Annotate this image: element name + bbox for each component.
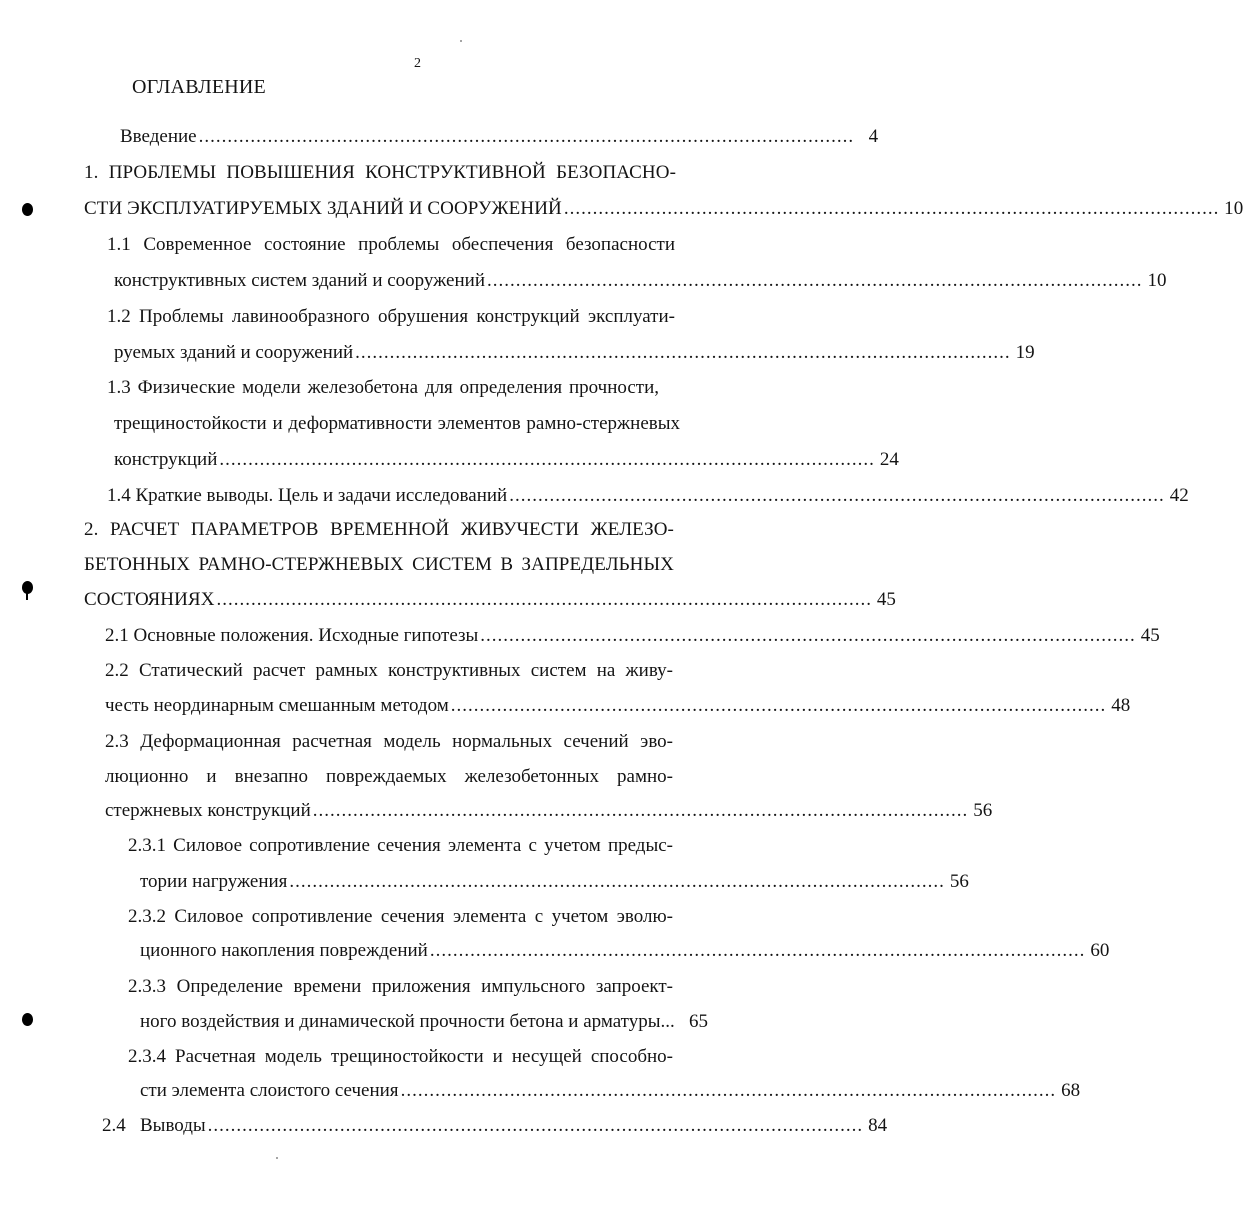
dot-leader: .................................................................................................................. <box>216 589 873 610</box>
toc-entry-title: конструкций <box>114 449 218 470</box>
toc-entry-section-2-3-4[interactable] <box>128 1045 673 1069</box>
toc-entry-title: 1. ПРОБЛЕМЫ ПОВЫШЕНИЯ КОНСТРУКТИВНОЙ БЕЗОПАСНО- <box>84 162 676 183</box>
punch-hole-mark <box>22 1013 33 1026</box>
page-number: 2 <box>414 56 421 71</box>
toc-entry-section-1-3[interactable] <box>114 448 899 472</box>
toc-entry-title: сти элемента слоистого сечения <box>140 1080 399 1101</box>
toc-entry-section-2-3[interactable] <box>105 730 673 754</box>
toc-entry-title: 1.3 Физические модели железобетона для определения прочности, <box>107 377 659 398</box>
toc-entry-section-1-1[interactable] <box>107 233 675 257</box>
toc-entry-section-2-3[interactable] <box>105 799 993 823</box>
punch-hole-mark <box>22 581 33 594</box>
toc-entry-section-2-2[interactable] <box>105 659 673 683</box>
toc-entry-section-2-3-2[interactable] <box>140 939 1110 963</box>
toc-entry-section-2-3-1[interactable] <box>128 834 673 858</box>
toc-entry-title: 2.3 Деформационная расчетная модель нормальных сечений эво- <box>105 731 673 752</box>
toc-entry-intro[interactable] <box>120 125 879 149</box>
toc-entry-page: 24 <box>879 449 899 470</box>
toc-entry-section-2-3-4[interactable] <box>140 1079 1081 1103</box>
dot-leader: .................................................................................................................. <box>429 940 1086 961</box>
toc-entry-chapter-2[interactable] <box>84 553 674 577</box>
toc-entry-title: честь неординарным смешанным методом <box>105 695 449 716</box>
toc-entry-page: 42 <box>1169 485 1189 506</box>
toc-entry-title: люционно и внезапно повреждаемых железобетонных рамно- <box>105 766 673 787</box>
toc-entry-section-2-1[interactable] <box>105 624 1160 648</box>
dot-leader: .................................................................................................................. <box>198 126 855 147</box>
toc-entry-title: ного воздействия и динамической прочности бетона и арматуры... <box>140 1011 675 1032</box>
scan-speck <box>276 1157 278 1159</box>
toc-entry-page: 10 <box>1224 198 1243 219</box>
toc-entry-chapter-2[interactable] <box>84 588 897 612</box>
dot-leader: .................................................................................................................. <box>289 871 945 892</box>
toc-entry-section-1-1[interactable] <box>114 269 1167 293</box>
toc-entry-title: стержневых конструкций <box>105 800 311 821</box>
dot-leader: .................................................................................................................. <box>207 1115 864 1136</box>
toc-entry-title: 2.3.1 Силовое сопротивление сечения элемента с учетом предыс- <box>128 835 673 856</box>
dot-leader: .................................................................................................................. <box>480 625 1136 646</box>
toc-entry-section-1-2[interactable] <box>107 305 675 329</box>
dot-leader: .................................................................................................................. <box>355 342 1011 363</box>
toc-entry-page: 48 <box>1111 695 1131 716</box>
scan-speck <box>460 40 462 42</box>
toc-entry-chapter-1[interactable] <box>84 161 676 185</box>
toc-entry-section-1-3[interactable] <box>114 412 680 436</box>
toc-entry-title: тории нагружения <box>140 871 288 892</box>
toc-entry-title: 2.3.2 Силовое сопротивление сечения элемента с учетом эволю- <box>128 906 673 927</box>
toc-entry-page: 45 <box>1140 625 1160 646</box>
punch-hole-mark <box>22 203 33 216</box>
toc-entry-page: 65 <box>689 1011 708 1032</box>
toc-entry-title: БЕТОННЫХ РАМНО-СТЕРЖНЕВЫХ СИСТЕМ В ЗАПРЕДЕЛЬНЫХ <box>84 554 674 575</box>
dot-leader: .................................................................................................................. <box>312 800 969 821</box>
dot-leader: .................................................................................................................. <box>486 270 1143 291</box>
dot-leader: .................................................................................................................. <box>509 485 1165 506</box>
toc-entry-section-1-2[interactable] <box>114 341 1035 365</box>
toc-entry-chapter-2[interactable] <box>84 518 674 542</box>
toc-entry-title: 2.3.4 Расчетная модель трещиностойкости и несущей способно- <box>128 1046 673 1067</box>
toc-entry-section-2-3-3[interactable] <box>140 1010 708 1034</box>
toc-entry-title: 2.1 Основные положения. Исходные гипотезы <box>105 625 479 646</box>
toc-entry-section-2-3-2[interactable] <box>128 905 673 929</box>
toc-entry-title: руемых зданий и сооружений <box>114 342 354 363</box>
toc-entry-chapter-1[interactable] <box>84 197 1243 221</box>
toc-entry-title: СОСТОЯНИЯХ <box>84 589 215 610</box>
toc-entry-title: 1.1 Современное состояние проблемы обеспечения безопасности <box>107 234 675 255</box>
toc-entry-title: 1.2 Проблемы лавинообразного обрушения конструкций эксплуати- <box>107 306 675 327</box>
toc-entry-page: 68 <box>1061 1080 1081 1101</box>
toc-entry-page: 10 <box>1147 270 1167 291</box>
toc-entry-title: СТИ ЭКСПЛУАТИРУЕМЫХ ЗДАНИЙ И СООРУЖЕНИЙ <box>84 198 562 219</box>
toc-entry-page: 60 <box>1090 940 1110 961</box>
dot-leader: .................................................................................................................. <box>563 198 1220 219</box>
toc-entry-page: 56 <box>973 800 993 821</box>
page-title: ОГЛАВЛЕНИЕ <box>132 76 266 98</box>
dot-leader: .................................................................................................................. <box>400 1080 1057 1101</box>
toc-entry-title: 2.2 Статический расчет рамных конструктивных систем на живу- <box>105 660 673 681</box>
toc-entry-section-2-3-3[interactable] <box>128 975 673 999</box>
toc-entry-title: 2. РАСЧЕТ ПАРАМЕТРОВ ВРЕМЕННОЙ ЖИВУЧЕСТИ ЖЕЛЕЗО- <box>84 519 674 540</box>
dot-leader: .................................................................................................................. <box>219 449 875 470</box>
toc-entry-section-2-2[interactable] <box>105 694 1131 718</box>
toc-entry-section-2-4[interactable] <box>102 1114 888 1138</box>
toc-entry-title: 2.3.3 Определение времени приложения импульсного запроект- <box>128 976 673 997</box>
toc-entry-section-1-3[interactable] <box>107 376 659 400</box>
toc-entry-page: 56 <box>949 871 969 892</box>
toc-entry-title: 1.4 Краткие выводы. Цель и задачи исследований <box>107 485 508 506</box>
toc-entry-title: трещиностойкости и деформативности элементов рамно-стержневых <box>114 413 680 434</box>
toc-entry-page: 84 <box>868 1115 888 1136</box>
toc-entry-title: конструктивных систем зданий и сооружений <box>114 270 485 291</box>
toc-entry-page: 45 <box>876 589 897 610</box>
dot-leader: .................................................................................................................. <box>450 695 1107 716</box>
toc-entry-page: 4 <box>868 126 879 147</box>
toc-entry-title: ционного накопления повреждений <box>140 940 428 961</box>
toc-entry-title: 2.4 Выводы <box>102 1115 206 1136</box>
toc-entry-section-1-4[interactable] <box>107 484 1189 508</box>
toc-entry-title: Введение <box>120 126 197 147</box>
toc-entry-section-2-3-1[interactable] <box>140 870 969 894</box>
toc-entry-section-2-3[interactable] <box>105 765 673 789</box>
toc-entry-page: 19 <box>1015 342 1035 363</box>
